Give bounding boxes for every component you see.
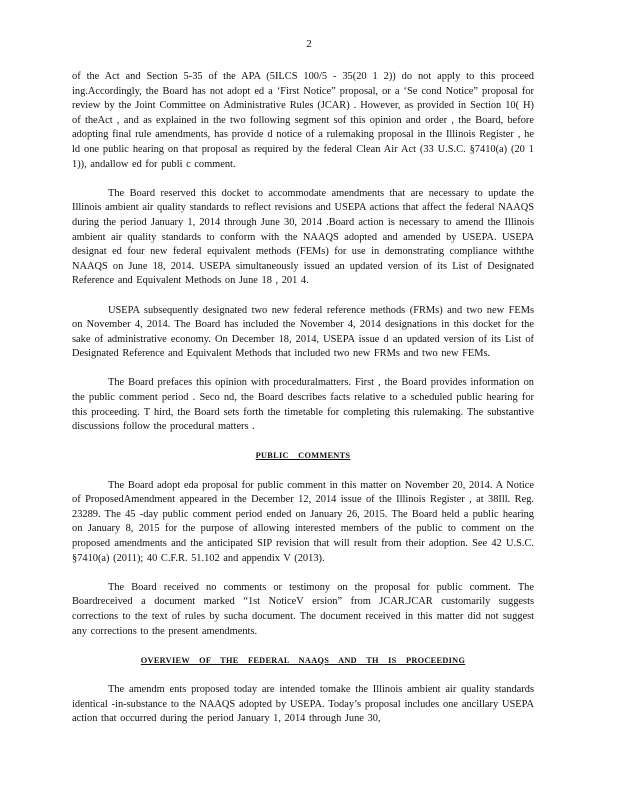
usepa-designated-methods-paragraph: USEPA subsequently designated two new federal reference methods (FRMs) and two new FEMs on November 4, 2014. The Board has included the November 4, 2014 designations in this docket for the sake of administrative economy. On December 18, 2014, USEPA issue d an updated version of its List of Designated Reference and Equivalent Methods that included two new FRMs and two new FEMs. — [72, 304, 534, 360]
public-comments-heading-text: PUBLIC COMMENTS — [255, 451, 351, 461]
amendments-overview-paragraph: The amendm ents proposed today are intended tomake the Illinois ambient air quality standards identical -in-substance to the NAAQS adopted by USEPA. Today’s proposal includes one ancillary USEPA action that occurred during the period January 1, 2014 through June 30, — [72, 683, 534, 725]
proposal-adopted-paragraph: The Board adopt eda proposal for public comment in this matter on November 20, 2014. A Notice of ProposedAmendment appeared in the December 12, 2014 issue of the Illinois Register , at 38Ill. Reg. 23289. The 45 -day public comment period ended on January 26, 2015. The Board held a public hearing on January 8, 2015 for the purpose of allowing interested members of the public to comment on the proposed amendments and the anticipated SIP revision that will result from their adoption. See 42 U.S.C. §7410(a) (2011); 40 C.F.R. 51.102 and appendix V (2013). — [72, 479, 534, 564]
overview-heading — [72, 654, 534, 669]
jcar-document-paragraph: The Board received no comments or testimony on the proposal for public comment. The Boardreceived a document marked “1st NoticeV ersion” from JCAR.JCAR customarily suggests corrections to the text of rules by sucha document. The document received in this matter did not suggest any corrections to the present amendments. — [72, 581, 534, 637]
overview-heading-text: OVERVIEW OF THE FEDERAL NAAQS AND TH IS PROCEEDING — [140, 655, 466, 665]
page-number: 2 — [306, 38, 312, 50]
procedural-matters-paragraph: The Board prefaces this opinion with proceduralmatters. First , the Board provides information on the public comment period . Seco nd, the Board describes facts relative to a scheduled public hearing for this proceeding. T hird, the Board sets forth the timetable for completing this rulemaking. The substantive discussions follow the procedural matters . — [72, 377, 534, 433]
board-reserved-docket-paragraph: The Board reserved this docket to accommodate amendments that are necessary to update the Illinois ambient air quality standards to reflect revisions and USEPA actions that affect the federal NAAQS during the period January 1, 2014 through June 30, 2014 .Board action is necessary to amend the Illinois ambient air quality standards to conform with the NAAQS adopted and amended by USEPA. USEPA designat ed four new federal equivalent methods (FEMs) for use in demonstrating compliance withthe NAAQS on June 18, 2014. USEPA simultaneously issued an updated version of its List of Designated Reference and Equivalent Methods on June 18 , 201 4. — [72, 187, 534, 287]
document-body — [72, 70, 534, 741]
intro-paragraph: of the Act and Section 5-35 of the APA (5ILCS 100/5 - 35(20 1 2)) do not apply to this proceed ing.Accordingly, the Board has not adopt ed a ‘First Notice” proposal, or a ‘Se cond Notice” proposal for review by the Joint Committee on Administrative Rules (JCAR) . However, as provided in Section 10( H) of theAct , and as explained in the two following segment sof this opinion and order , the Board, before adopting final rule amendments, has provide d notice of a rulemaking proposal in the Illinois Register , he ld one public hearing on that proposal as required by the federal Clean Air Act (33 U.S.C. §7410(a) (20 1 1)), andallow ed for publi c comment. — [72, 71, 534, 170]
public-comments-heading — [72, 449, 534, 464]
